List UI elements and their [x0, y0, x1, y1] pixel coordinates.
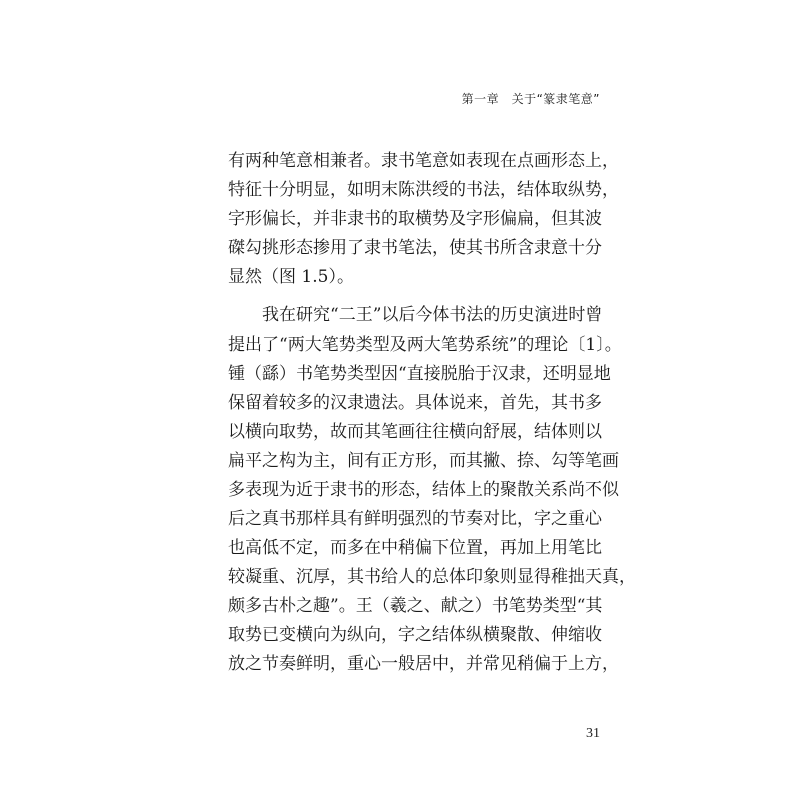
text-line: 颇多古朴之趣”。王（羲之、献之）书笔势类型“其	[228, 596, 603, 616]
text-line: 保留着较多的汉隶遗法。具体说来，首先，其书多	[228, 393, 602, 413]
paragraph-first-line: 我在研究“二王”以后今体书法的历史演进时曾	[262, 305, 603, 325]
text-line: 放之节奏鲜明，重心一般居中，并常见稍偏于上方，	[228, 654, 619, 674]
text-line: 有两种笔意相兼者。隶书笔意如表现在点画形态上，	[228, 151, 619, 171]
running-header: 第一章 关于“篆隶笔意”	[461, 92, 600, 106]
text-line: 磔勾挑形态掺用了隶书笔法，使其书所含隶意十分	[228, 238, 602, 258]
text-line: 较凝重、沉厚，其书给人的总体印象则显得稚拙天真，	[228, 567, 636, 587]
text-line: 也高低不定，而多在中稍偏下位置，再加上用笔比	[228, 538, 602, 558]
page-number: 31	[586, 726, 600, 741]
text-line: 特征十分明显，如明末陈洪绶的书法，结体取纵势，	[228, 180, 619, 200]
text-line: 以横向取势，故而其笔画往往横向舒展，结体则以	[228, 422, 602, 442]
text-line: 显然（图 1.5）。	[228, 267, 354, 287]
text-line: 扁平之构为主，间有正方形，而其撇、捺、勾等笔画	[228, 451, 619, 471]
text-line: 锺（繇）书笔势类型因“直接脱胎于汉隶，还明显地	[228, 364, 611, 384]
text-line: 取势已变横向为纵向，字之结体纵横聚散、伸缩收	[228, 625, 602, 645]
text-line: 字形偏长，并非隶书的取横势及字形偏扁，但其波	[228, 209, 602, 229]
text-line: 多表现为近于隶书的形态，结体上的聚散关系尚不似	[228, 480, 619, 500]
text-line: 提出了“两大笔势类型及两大笔势系统”的理论〔1〕。	[228, 335, 622, 355]
text-line: 后之真书那样具有鲜明强烈的节奏对比，字之重心	[228, 509, 602, 529]
